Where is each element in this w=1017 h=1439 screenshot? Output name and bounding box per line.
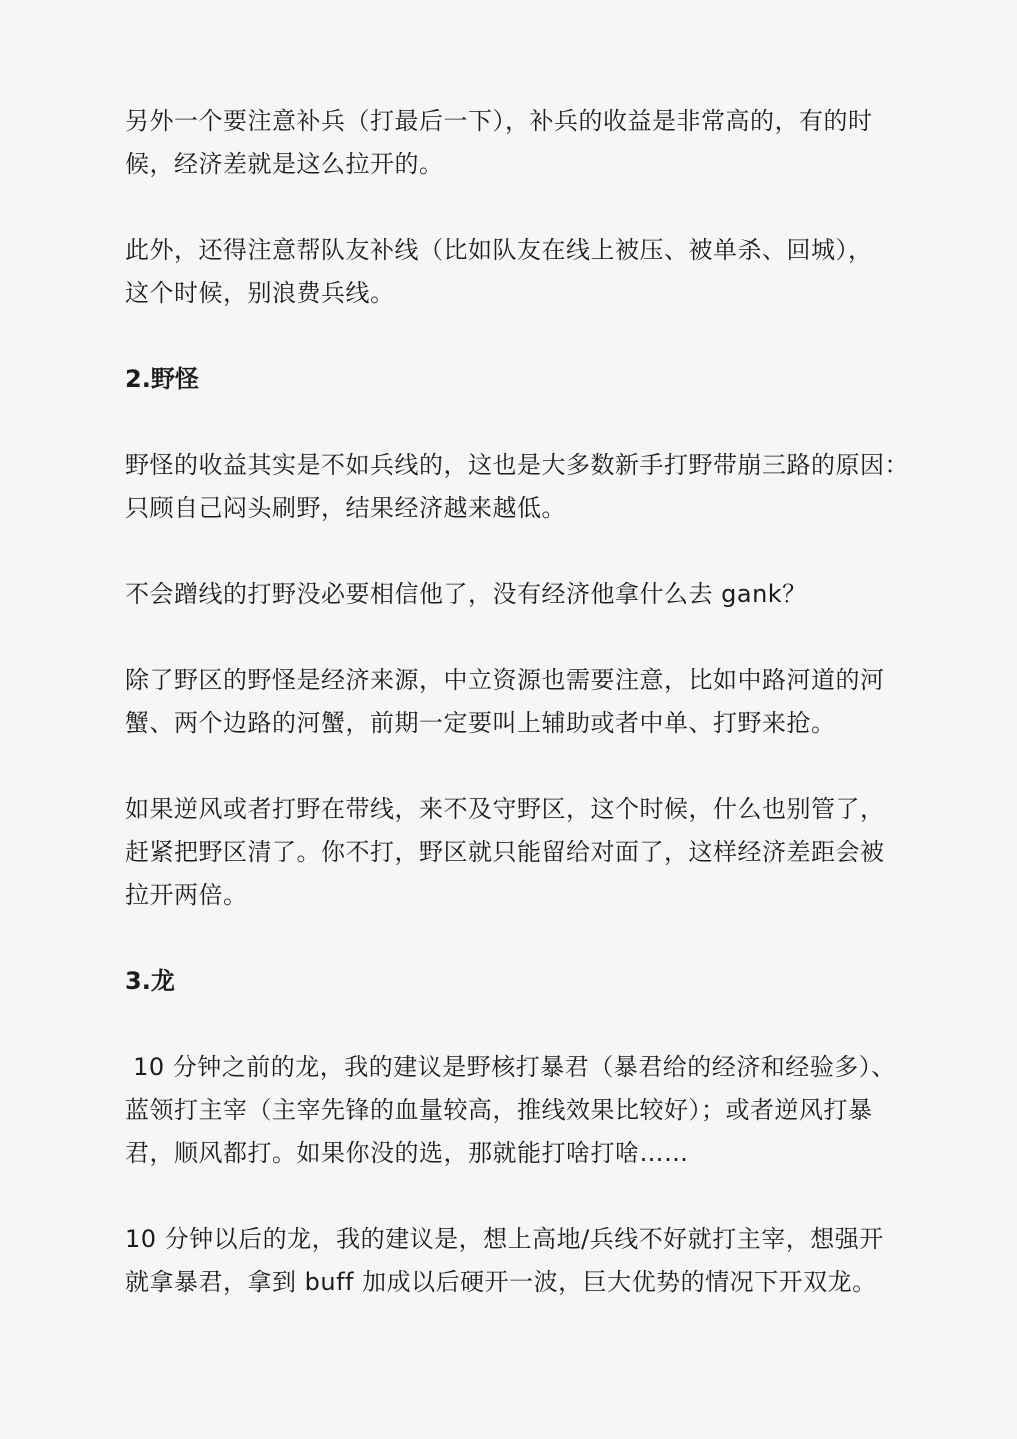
- paragraph-neutral-resources-line-1: 除了野区的野怪是经济来源，中立资源也需要注意，比如中路河道的河: [125, 666, 885, 694]
- paragraph-dragon-after-10-line-1: 10 分钟以后的龙，我的建议是，想上高地/兵线不好就打主宰，想强开: [125, 1225, 884, 1253]
- article-body: [125, 100, 915, 1304]
- paragraph-behind-line-3: 拉开两倍。: [125, 881, 248, 909]
- paragraph-help-teammate-line-2: 这个时候，别浪费兵线。: [125, 279, 395, 307]
- paragraph-gank-line-1: 不会蹭线的打野没必要相信他了，没有经济他拿什么去 gank？: [125, 580, 807, 608]
- paragraph-dragon-before-10-line-2: 蓝领打主宰（主宰先锋的血量较高，推线效果比较好）；或者逆风打暴: [125, 1096, 873, 1124]
- paragraph-dragon-before-10-line-3: 君，顺风都打。如果你没的选，那就能打啥打啥……: [125, 1139, 689, 1167]
- paragraph-help-teammate-line-1: 此外，还得注意帮队友补线（比如队友在线上被压、被单杀、回城），: [125, 236, 873, 264]
- paragraph-jungle-income-line-2: 只顾自己闷头刷野，结果经济越来越低。: [125, 494, 566, 522]
- paragraph-behind-line-1: 如果逆风或者打野在带线，来不及守野区，这个时候，什么也别管了，: [125, 795, 885, 823]
- paragraph-dragon-after-10-line-2: 就拿暴君，拿到 buff 加成以后硬开一波，巨大优势的情况下开双龙。: [125, 1268, 877, 1296]
- paragraph-dragon-before-10-line-1: 10 分钟之前的龙，我的建议是野核打暴君（暴君给的经济和经验多）、: [125, 1053, 896, 1081]
- section-heading-dragon: 3.龙: [125, 967, 175, 995]
- paragraph-last-hit-line-2: 候，经济差就是这么拉开的。: [125, 150, 444, 178]
- paragraph-last-hit-line-1: 另外一个要注意补兵（打最后一下），补兵的收益是非常高的，有的时: [125, 107, 873, 135]
- section-heading-jungle: 2.野怪: [125, 365, 199, 393]
- paragraph-neutral-resources-line-2: 蟹、两个边路的河蟹，前期一定要叫上辅助或者中单、打野来抢。: [125, 709, 836, 737]
- paragraph-behind-line-2: 赶紧把野区清了。你不打，野区就只能留给对面了，这样经济差距会被: [125, 838, 885, 866]
- paragraph-jungle-income-line-1: 野怪的收益其实是不如兵线的，这也是大多数新手打野带崩三路的原因：: [125, 451, 909, 479]
